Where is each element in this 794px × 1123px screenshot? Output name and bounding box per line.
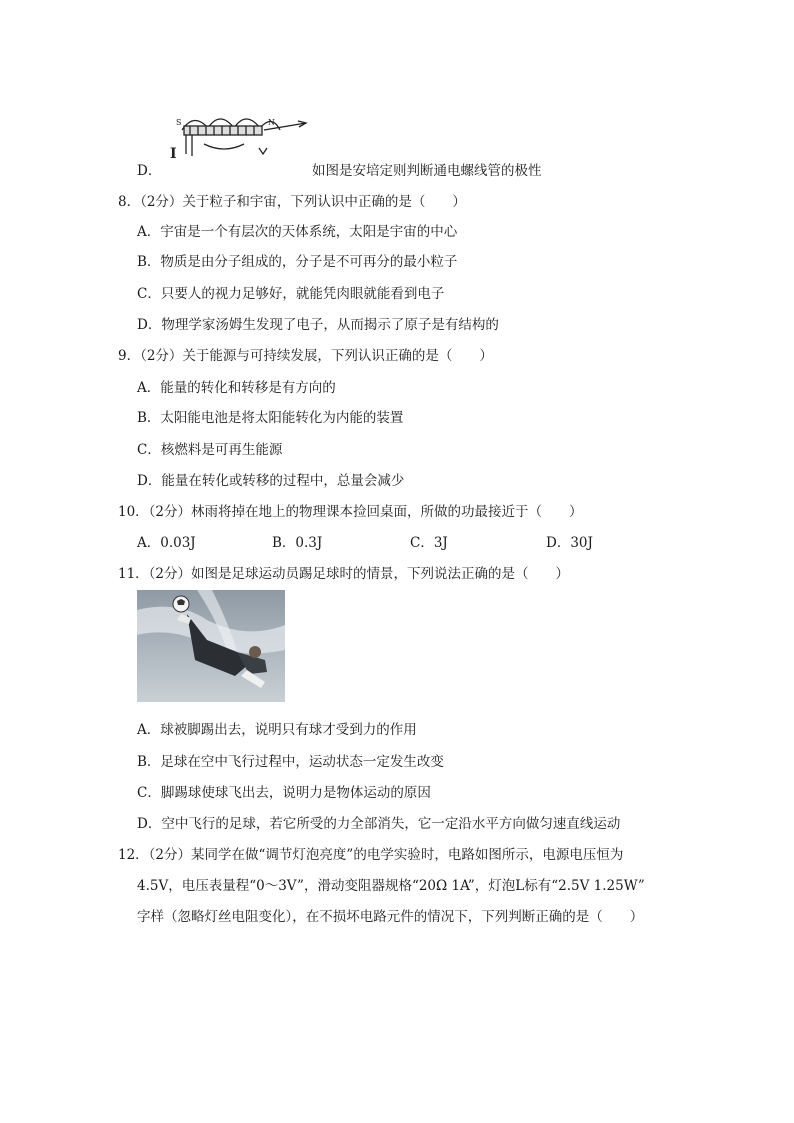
q8-option-b: B．物质是由分子组成的，分子是不可再分的最小粒子 bbox=[137, 254, 458, 270]
q11-option-c: C．脚踢球使球飞出去，说明力是物体运动的原因 bbox=[137, 785, 431, 801]
q12-stem-line2: 4.5V，电压表量程“0～3V”，滑动变阻器规格“20Ω 1A”，灯泡L标有“2.5V 1.25W” bbox=[137, 878, 645, 894]
q12-stem-line3: 字样（忽略灯丝电阻变化），在不损坏电路元件的情况下，下列判断正确的是（ ） bbox=[137, 909, 644, 925]
q8-option-a: A．宇宙是一个有层次的天体系统，太阳是宇宙的中心 bbox=[137, 224, 458, 240]
q11-option-a: A．球被脚踢出去，说明只有球才受到力的作用 bbox=[137, 722, 417, 738]
q8-option-d: D．物理学家汤姆生发现了电子，从而揭示了原子是有结构的 bbox=[137, 317, 499, 333]
q11-option-d: D．空中飞行的足球，若它所受的力全部消失，它一定沿水平方向做匀速直线运动 bbox=[137, 816, 621, 832]
q10-stem: 10．（2分）林雨将掉在地上的物理课本捡回桌面，所做的功最接近于（ ） bbox=[118, 504, 583, 520]
football-player-photo bbox=[137, 590, 285, 702]
q9-stem: 9．（2分）关于能源与可持续发展，下列认识正确的是（ ） bbox=[118, 348, 493, 364]
q10-option-a: A．0.03J bbox=[137, 535, 196, 551]
q7-option-d-label: D． bbox=[137, 163, 162, 179]
q9-option-d: D．能量在转化或转移的过程中，总量会减少 bbox=[137, 473, 405, 489]
q9-option-b: B．太阳能电池是将太阳能转化为内能的装置 bbox=[137, 410, 404, 426]
q12-stem-line1: 12．（2分）某同学在做“调节灯泡亮度”的电学实验时，电路如图所示，电源电压恒为 bbox=[118, 847, 624, 863]
q11-stem: 11．（2分）如图是足球运动员踢足球时的情景，下列说法正确的是（ ） bbox=[118, 566, 570, 582]
q8-stem: 8．（2分）关于粒子和宇宙，下列认识中正确的是（ ） bbox=[118, 194, 466, 210]
figure-letter-i: I bbox=[170, 146, 177, 162]
solenoid-figure bbox=[164, 108, 314, 162]
figure-letter-s: S bbox=[176, 118, 182, 127]
q9-option-a: A．能量的转化和转移是有方向的 bbox=[137, 380, 336, 396]
q9-option-c: C．核燃料是可再生能源 bbox=[137, 442, 283, 458]
q10-option-c: C．3J bbox=[410, 535, 448, 551]
q10-option-b: B．0.3J bbox=[272, 535, 323, 551]
q7-option-d-text: 如图是安培定则判断通电螺线管的极性 bbox=[312, 163, 542, 179]
figure-letter-n: N bbox=[268, 118, 275, 127]
q8-option-c: C．只要人的视力足够好，就能凭肉眼就能看到电子 bbox=[137, 286, 445, 302]
q11-option-b: B．足球在空中飞行过程中，运动状态一定发生改变 bbox=[137, 754, 444, 770]
q10-option-d: D．30J bbox=[546, 535, 593, 551]
